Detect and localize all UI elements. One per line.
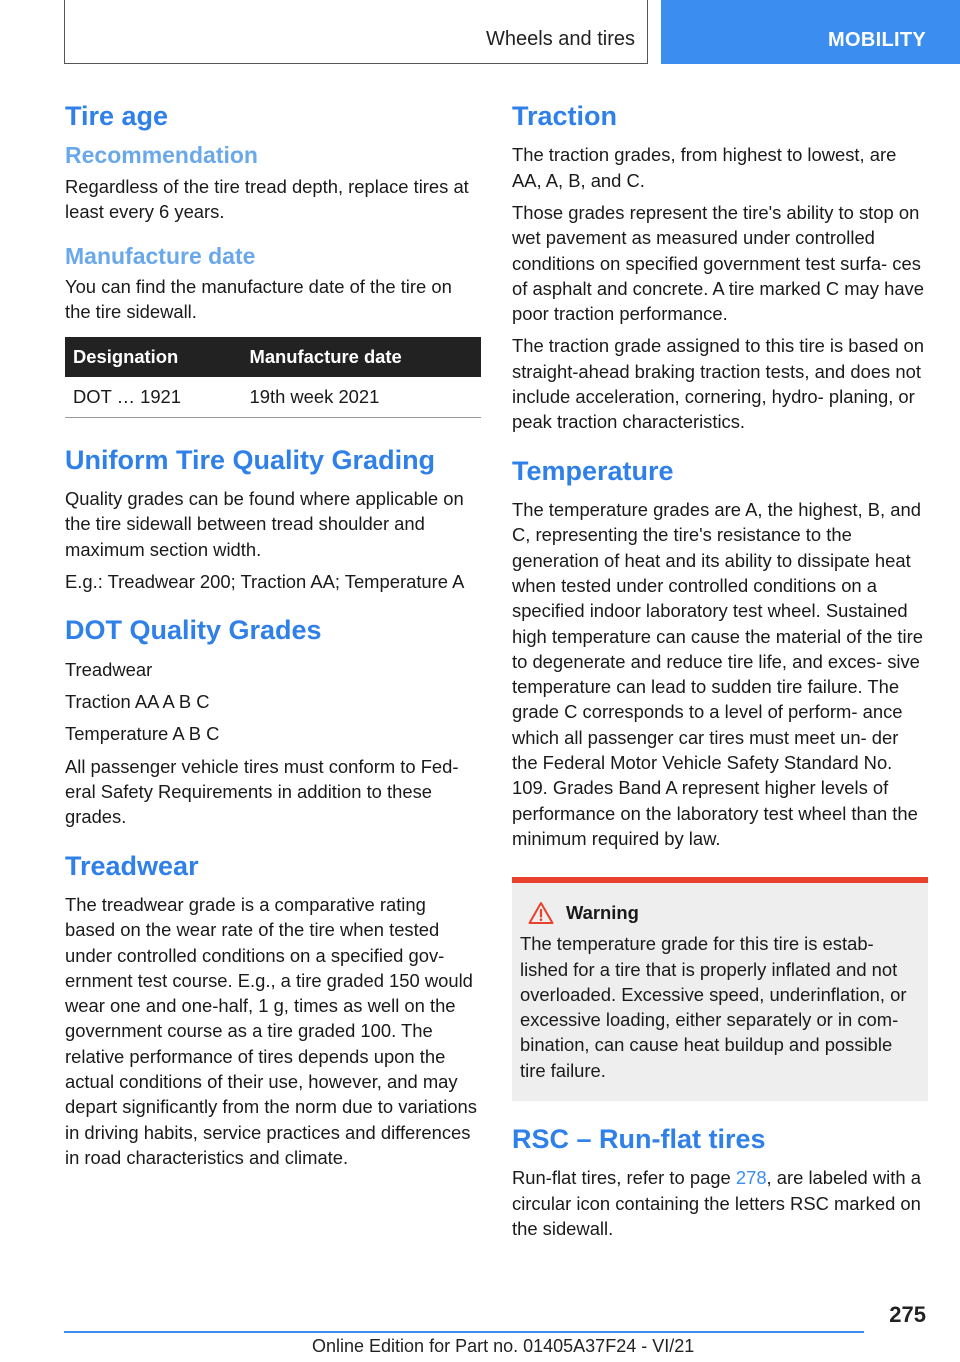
temperature-text: The temperature grades are A, the highest, B, and C, representing the tire's resistance to the generation of heat and its ability to dissipate heat when tested under controlled conditions on a specified indoor laboratory test wheel. Sustained high temperature can cause the material of the tire to degenerate and reduce tire life, and exces‐ sive temperature can lead to sudden tire failure. The grade C corresponds to a level of perform‐ ance which all passenger car tires must meet un‐ der the Federal Motor Vehicle Safety Standard No. 109. Grades Band A represent higher levels of performance on the laboratory test wheel than the minimum required by law.: [512, 499, 923, 849]
warning-title-row: [528, 901, 920, 925]
dot-line-temperature: Temperature A B C: [65, 723, 220, 745]
manufacture-date-table: [65, 337, 481, 418]
heading-temperature: Temperature: [512, 455, 674, 486]
table-row: [65, 377, 481, 418]
section-temperature: [512, 455, 928, 852]
heading-dot-quality: DOT Quality Grades: [65, 615, 322, 646]
section-traction: [512, 100, 928, 435]
dot-line-treadwear: Treadwear: [65, 658, 153, 680]
utqg-text-1: Quality grades can be found where applicable on the tire sidewall between tread shoulder and maximum section width.: [65, 488, 464, 560]
heading-rsc: RSC – Run‐flat tires: [512, 1123, 766, 1154]
subheading-manufacture-date: Manufacture date: [65, 242, 256, 269]
section-treadwear: [65, 850, 481, 1171]
heading-treadwear: Treadwear: [65, 850, 199, 881]
utqg-text-2: E.g.: Treadwear 200; Traction AA; Temperature A: [65, 571, 465, 593]
table-cell-designation: DOT … 1921: [65, 377, 242, 418]
subheading-recommendation: Recommendation: [65, 142, 258, 169]
manufacture-date-text: You can find the manufacture date of the tire on the tire sidewall.: [65, 276, 452, 323]
right-column: [512, 100, 928, 1248]
footer-divider: [64, 1331, 864, 1333]
rsc-text-before: Run-flat tires, refer to page: [512, 1167, 736, 1189]
heading-tire-age: Tire age: [65, 101, 169, 131]
warning-text: The temperature grade for this tire is estab‐ lished for a tire that is properly inflated and not overloaded. Excessive speed, underinflation, or excessive loading, either separately or in com‐ bination, can cause heat buildup and possible tire failure.: [520, 933, 907, 1081]
table-header-designation: Designation: [65, 337, 242, 377]
warning-title: Warning: [566, 902, 639, 924]
warning-box: [512, 877, 928, 1101]
section-utqg: [65, 444, 481, 595]
rsc-text: [512, 1165, 928, 1241]
rsc-text-after: , are labeled with a circular icon containing the letters RSC marked on the sidewall.: [512, 1167, 921, 1239]
footer-edition: Online Edition for Part no. 01405A37F24 - VI/21: [312, 1336, 695, 1356]
header-chapter-title: MOBILITY: [828, 29, 926, 51]
heading-utqg: Uniform Tire Quality Grading: [65, 444, 436, 475]
table-header-manufacture-date: Manufacture date: [242, 337, 482, 377]
warning-triangle-icon: [528, 901, 554, 925]
header-chapter-tab[interactable]: [661, 0, 960, 64]
section-dot-quality: [65, 614, 481, 829]
dot-line-traction: Traction AA A B C: [65, 691, 210, 713]
header-section-box: [64, 0, 648, 64]
treadwear-text: The treadwear grade is a comparative rating based on the wear rate of the tire when tested under controlled conditions on a specified gov‐ ernment test course. E.g., a tire graded 150 would wear one and one-half, 1 g, times as well on the government course as a tire graded 100. The relative performance of tires depends upon the actual conditions of their use, however, and may depart significantly from the norm due to variations in driving habits, service practices and differences in road characteristics and climate.: [65, 893, 477, 1168]
traction-text-2: Those grades represent the tire's ability to stop on wet pavement as measured under controlled conditions on specified government test surfa‐ ces of asphalt and concrete. A tire marked C may have poor traction performance.: [512, 201, 924, 325]
page-number: 275: [889, 1302, 926, 1327]
recommendation-text: Regardless of the tire tread depth, replace tires at least every 6 years.: [65, 175, 469, 223]
left-column: [65, 100, 481, 1177]
section-tire-age: [65, 100, 481, 418]
traction-text-1: The traction grades, from highest to lowest, are AA, A, B, and C.: [512, 144, 897, 191]
traction-text-3: The traction grade assigned to this tire is based on straight-ahead braking traction tests, and does not include acceleration, cornering, hydro‐ planing, or peak traction characteristics.: [512, 335, 924, 433]
table-cell-date: 19th week 2021: [242, 377, 482, 418]
page-link-278[interactable]: 278: [735, 1167, 767, 1189]
dot-text: All passenger vehicle tires must conform to Fed‐ eral Safety Requirements in addition to these grades.: [65, 755, 459, 828]
header-section-title: Wheels and tires: [486, 28, 635, 50]
heading-traction: Traction: [512, 101, 618, 131]
section-rsc: [512, 1123, 928, 1241]
